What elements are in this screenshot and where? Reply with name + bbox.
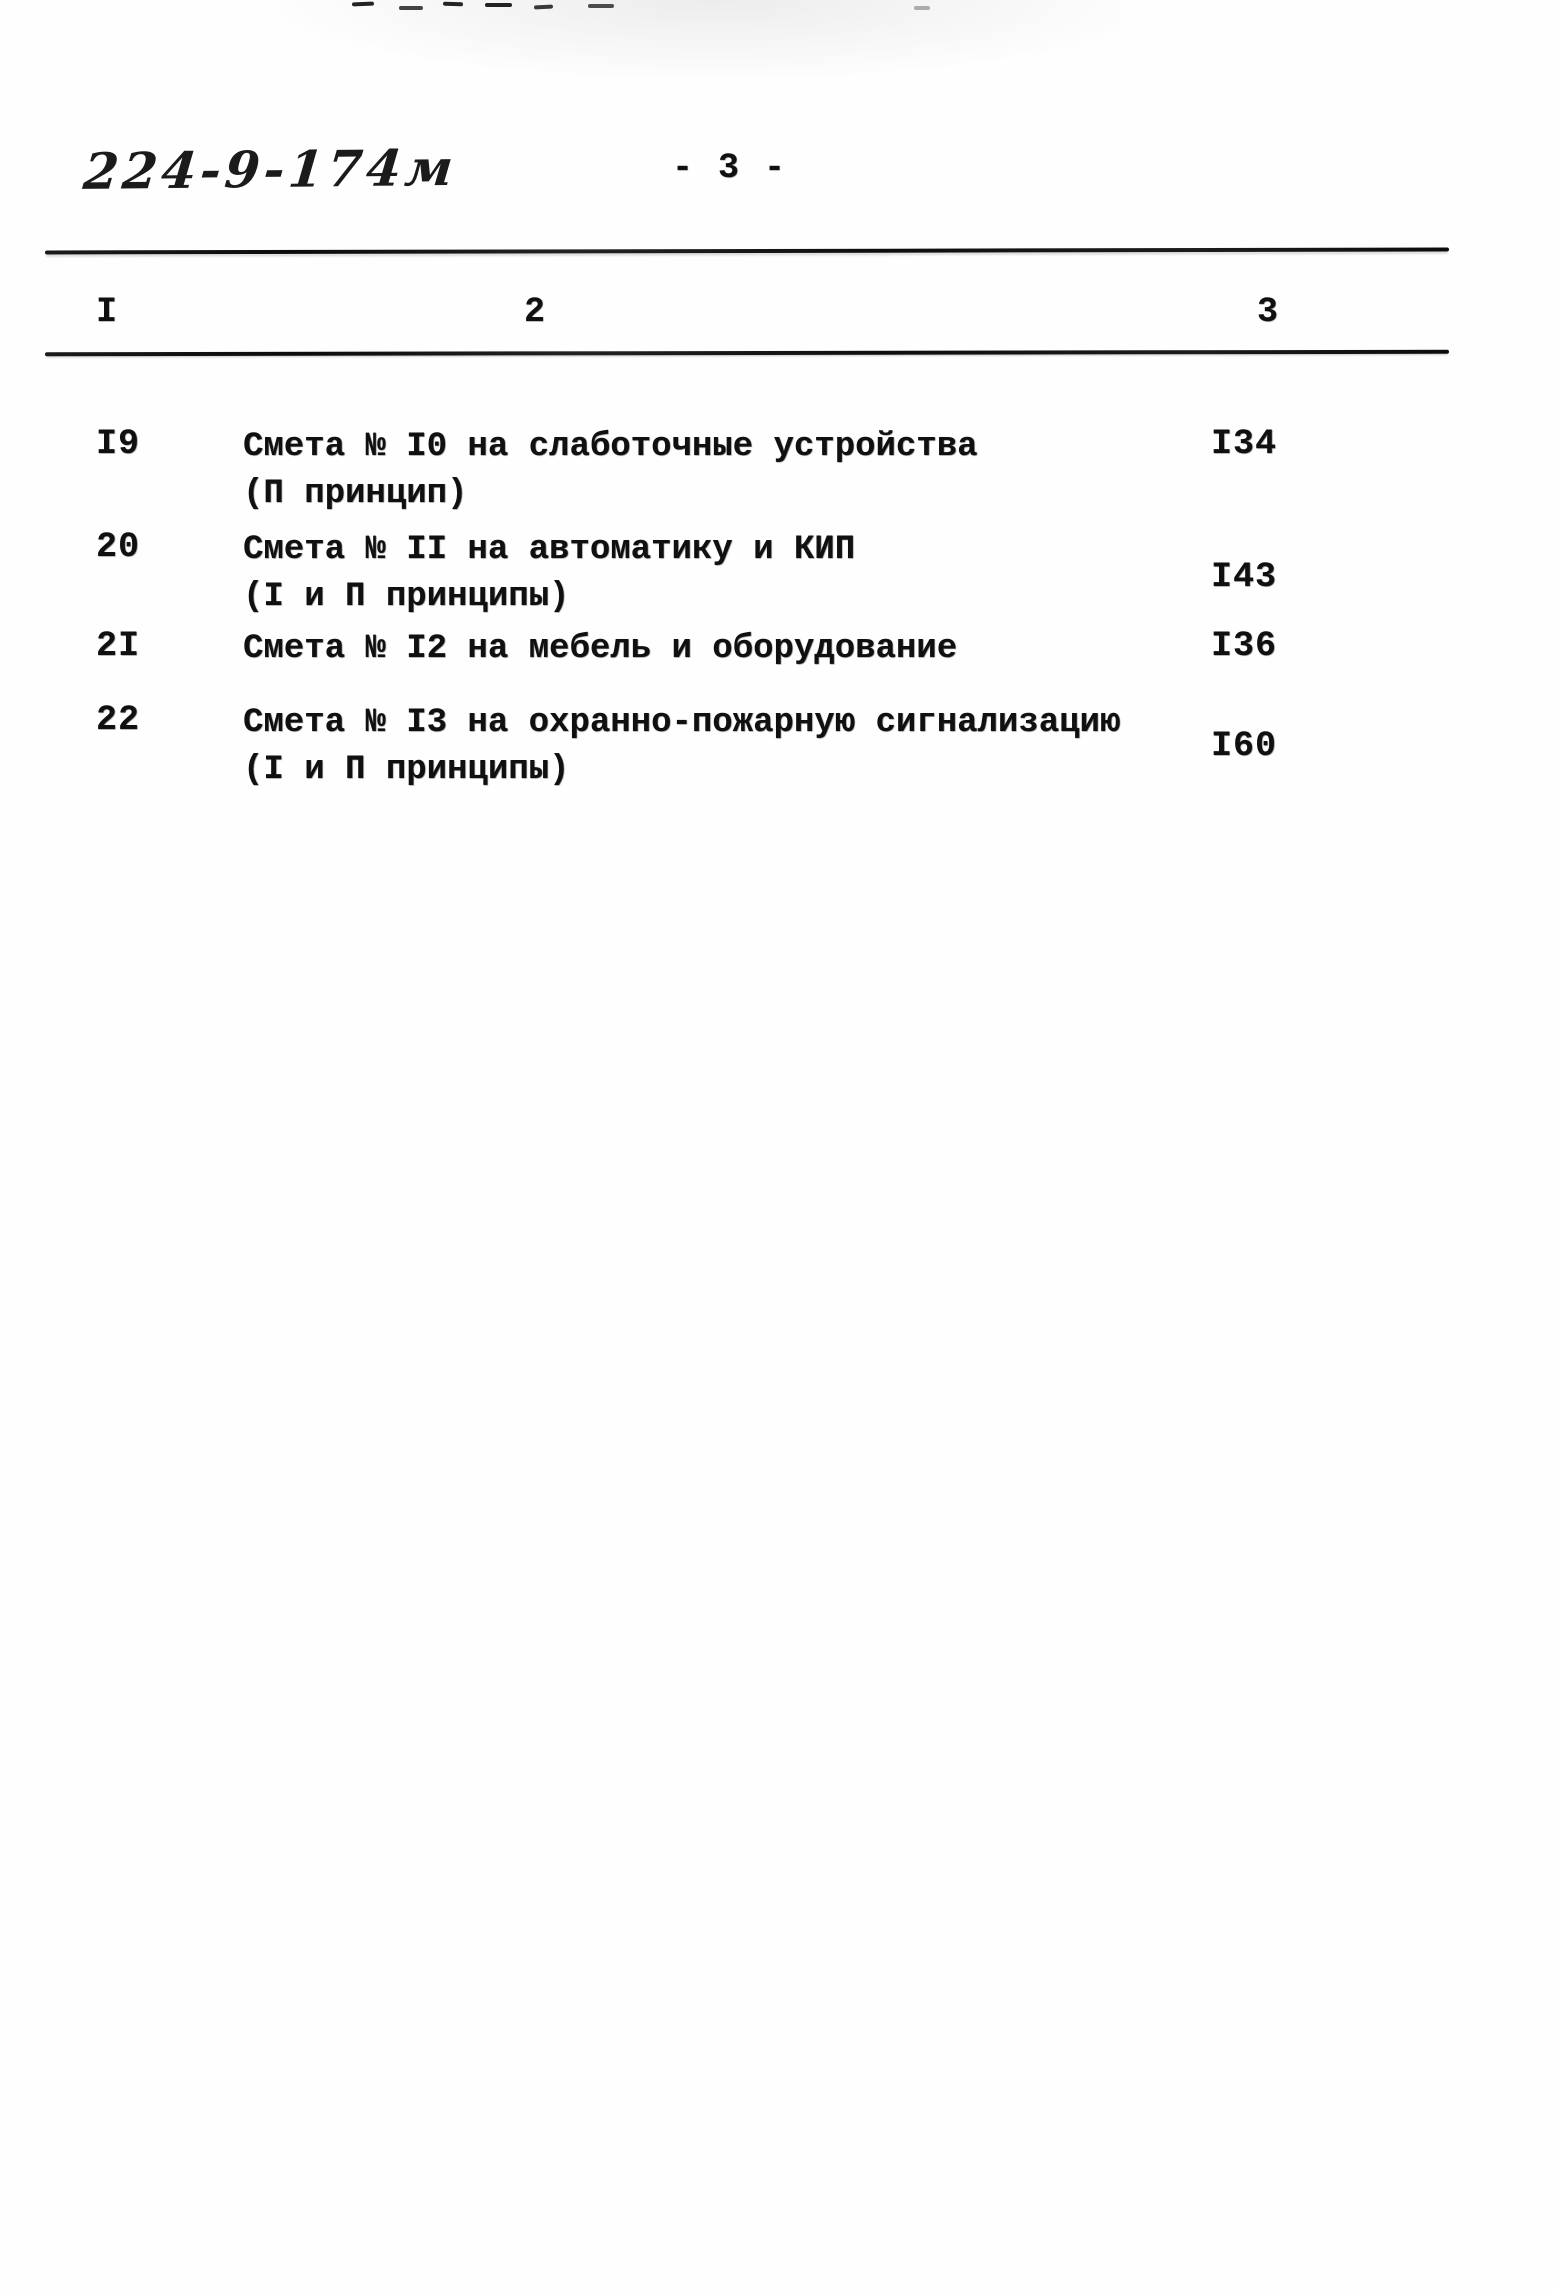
column-header-2: 2 <box>524 292 546 332</box>
table-header-rule <box>45 350 1449 356</box>
scan-fog <box>220 0 1120 90</box>
column-header-1: I <box>96 292 118 332</box>
row-description-line1: Смета № I2 на мебель и оборудование <box>243 630 958 668</box>
row-page-number: I36 <box>1211 626 1278 666</box>
scan-artifact-mark <box>399 6 423 10</box>
row-description-line2: (П принцип) <box>243 475 468 513</box>
column-header-3: 3 <box>1257 292 1279 332</box>
row-description <box>243 527 1173 621</box>
scan-artifact-mark <box>352 2 374 7</box>
scan-artifact-mark <box>485 3 512 7</box>
scan-artifact-mark <box>588 4 614 8</box>
row-page-number: I60 <box>1211 726 1278 766</box>
table-top-rule <box>45 248 1449 255</box>
row-description-line2: (I и П принципы) <box>243 751 570 789</box>
row-page-number: I34 <box>1211 424 1278 464</box>
handwritten-document-code: 224-9-174м <box>81 137 460 201</box>
page-number-label: - 3 - <box>672 148 788 188</box>
row-description-line2: (I и П принципы) <box>243 578 570 616</box>
scan-artifact-mark <box>534 5 553 10</box>
row-description-line1: Смета № I3 на охранно-пожарную сигнализацию <box>243 704 1121 742</box>
row-number: 20 <box>96 527 141 567</box>
row-description-line1: Смета № I0 на слаботочные устройства <box>243 428 978 466</box>
row-page-number: I43 <box>1211 557 1278 597</box>
scan-artifact-mark <box>914 6 930 10</box>
row-description-line1: Смета № II на автоматику и КИП <box>243 531 856 569</box>
row-description <box>243 626 1173 673</box>
row-number: 22 <box>96 700 141 740</box>
row-description <box>243 424 1173 518</box>
scan-artifact-mark <box>443 2 463 7</box>
row-number: 2I <box>96 626 141 666</box>
row-number: I9 <box>96 424 141 464</box>
row-description <box>243 700 1173 794</box>
